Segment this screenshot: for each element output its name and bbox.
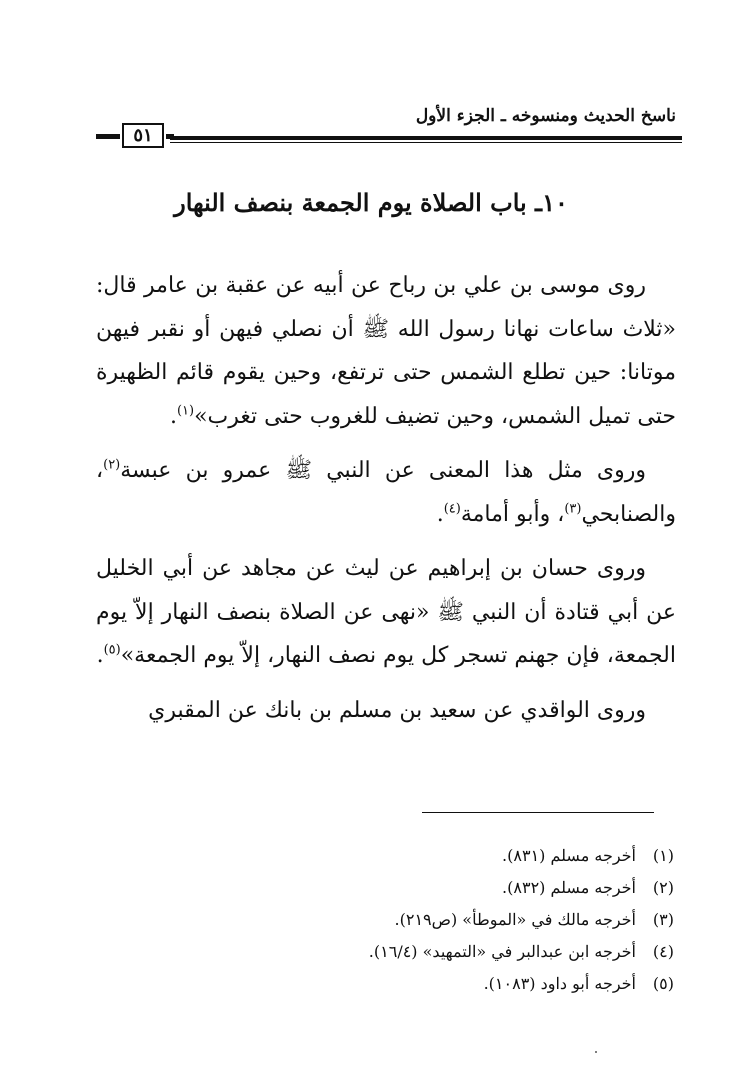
footnote-number: (٤) (652, 942, 674, 961)
footnote-number: (٥) (652, 974, 674, 993)
footnote-ref: (٣) (564, 501, 582, 517)
footnote-item (200, 968, 674, 1000)
paragraph-text: ، والصنابحي (96, 458, 676, 527)
footnote-ref: (٤) (443, 501, 461, 517)
footnote-ref: (١) (176, 403, 195, 419)
punctuation: . (96, 643, 104, 668)
paragraph (96, 449, 676, 536)
chapter-heading: ١٠ـ باب الصلاة يوم الجمعة بنصف النهار (174, 188, 568, 217)
paragraph-text: وروى الواقدي عن سعيد بن مسلم بن بانك عن المقبري (148, 697, 646, 723)
paragraph (96, 689, 676, 733)
page-number-bar-right (166, 134, 174, 139)
header-rule-thick (170, 136, 682, 140)
running-title: ناسخ الحديث ومنسوخه ـ الجزء الأول (415, 106, 676, 126)
footnote-number: (١) (652, 846, 674, 865)
page-number-bar-left (96, 134, 120, 139)
footnote-text: أخرجه مسلم (٨٣١). (502, 846, 636, 865)
footnote-item (200, 872, 674, 904)
footnote-ref: (٢) (103, 457, 121, 473)
punctuation: . (436, 501, 444, 527)
footnote-text: أخرجه مسلم (٨٣٢). (502, 878, 636, 897)
paragraph-text: ، وأبو أمامة (460, 501, 565, 527)
footnote-ref: (٥) (103, 642, 121, 658)
footnote-text: أخرجه مالك في «الموطأ» (ص٢١٩). (394, 910, 636, 929)
footnote-item (200, 904, 674, 936)
footnote-number: (٢) (652, 878, 674, 897)
punctuation: . (169, 403, 177, 429)
footnote-text: أخرجه ابن عبدالبر في «التمهيد» (١٦/٤). (368, 942, 636, 961)
header-rule-thin (170, 142, 682, 143)
footnote-item (200, 936, 674, 968)
paragraph (96, 547, 676, 678)
page-number: ٥١ (122, 123, 164, 148)
footnote-text: أخرجه أبو داود (١٠٨٣). (483, 974, 636, 993)
paragraph-text: وروى حسان بن إبراهيم عن ليث عن مجاهد عن أبي الخليل عن أبي قتادة أن النبي ﷺ «نهى عن الصلاة بنصف النهار إلاّ يوم الجمعة، فإن جهنم تسجر كل يوم نصف النهار، إلاّ يوم الجمعة» (96, 556, 676, 668)
footnote-separator (422, 812, 654, 813)
footnote-item (200, 840, 674, 872)
footnotes (200, 840, 674, 1000)
scan-speck (595, 1051, 597, 1053)
paragraph-text: وروى مثل هذا المعنى عن النبي ﷺ عمرو بن عبسة (120, 458, 646, 483)
footnote-number: (٣) (652, 910, 674, 929)
body-text (96, 264, 676, 743)
paragraph (96, 264, 676, 438)
paragraph-text: روى موسى بن علي بن رباح عن أبيه عن عقبة بن عامر قال: «ثلاث ساعات نهانا رسول الله ﷺ أن نصلي فيهن أو نقبر فيهن موتانا: حين تطلع الشمس حتى ترتفع، وحين يقوم قائم الظهيرة حتى تميل الشمس، وحين تضيف للغروب حتى تغرب» (96, 273, 676, 429)
